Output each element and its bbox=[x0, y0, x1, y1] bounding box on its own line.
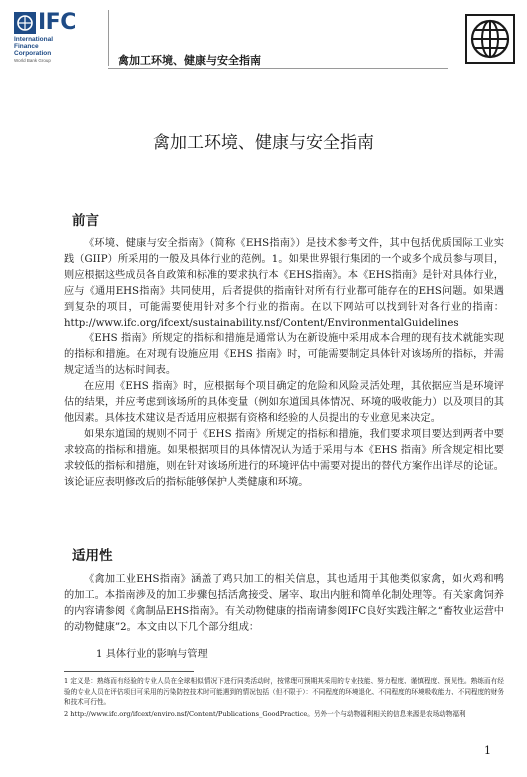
ifc-line-1: International bbox=[14, 36, 54, 43]
foreword-paragraph-3: 在应用《EHS 指南》时，应根据每个项目确定的危险和风险灵活处理，其依据应当是环境评估的结果，并应考虑到该场所的具体变量（例如东道国具体情况、环境的吸收能力）以及项目的其他因素。具体技术建议是否适用应根据有资格和经验的人员提出的专业意见来决定。 bbox=[64, 381, 504, 424]
applicability-heading: 适用性 bbox=[72, 548, 113, 564]
running-title: 禽加工环境、健康与安全指南 bbox=[118, 54, 261, 67]
footnote-1: 1 定义是：熟练而有经验的专业人员在全球相似情况下进行同类活动时，按常理可预期其采用的专业技能、努力程度、谨慎程度、预见性。熟练而有经验的专业人员在评估项目可采用的污染防控技术时可能遇到的情况包括（但不限于）：不同程度的环境退化、不同程度的环境吸收能力、不同程度的财务和技术可行性。 bbox=[64, 677, 504, 706]
page-header bbox=[0, 0, 527, 80]
world-bank-globe-icon bbox=[465, 14, 515, 64]
applicability-body bbox=[64, 572, 504, 636]
foreword-paragraph-2: 《EHS 指南》所规定的指标和措施是通常认为在新设施中采用成本合理的现有技术就能实现的指标和措施。在对现有设施应用《EHS 指南》时，可能需要制定具体针对该场所的指标，并需规定适当的达标时间表。 bbox=[64, 333, 504, 377]
footnotes bbox=[64, 676, 504, 720]
list-item: 1 具体行业的影响与管理 bbox=[96, 649, 208, 660]
ifc-fullname bbox=[14, 36, 53, 64]
foreword-body bbox=[64, 236, 504, 491]
header-vertical-rule bbox=[108, 10, 109, 66]
footnote-rule bbox=[64, 671, 194, 672]
ifc-line-2: Finance bbox=[14, 43, 39, 50]
foreword-paragraph-1: 《环境、健康与安全指南》（简称《EHS指南》）是技术参考文件，其中包括优质国际工业实践（GIIP）所采用的一般及具体行业的范例。1。如果世界银行集团的一个或多个成员参与项目，则应根据这些成员各自政策和标准的要求执行本《EHS指南》。本《EHS指南》是针对具体行业，应与《通用EHS指南》共同使用，后者提供的指南针对所有行业都可能存在的EHS问题。如果遇到复杂的项目，可能需要使用针对多个行业的指南。在以下网站可以找到针对各行业的指南：http://www.ifc.org/ifcext/sustainability.nsf/Content/EnvironmentalGuidelines bbox=[64, 238, 504, 329]
foreword-paragraph-4: 如果东道国的规则不同于《EHS 指南》所规定的指标和措施，我们要求项目要达到两者中要求较高的指标和措施。如果根据项目的具体情况认为适于采用与本《EHS 指南》所含规定相比要求较低的指标和措施，则在针对该场所进行的环境评估中需要对提出的替代方案作出详尽的论证。该论证应表明修改后的指标能够保护人类健康和环境。 bbox=[64, 428, 504, 488]
ifc-group-line: World Bank Group bbox=[14, 58, 51, 63]
ifc-logo bbox=[14, 12, 104, 67]
foreword-heading: 前言 bbox=[72, 213, 99, 229]
document-title: 禽加工环境、健康与安全指南 bbox=[153, 133, 374, 153]
ifc-wordmark: IFC bbox=[38, 10, 76, 35]
ifc-line-3: Corporation bbox=[14, 50, 52, 57]
ifc-logo-icon bbox=[14, 12, 36, 34]
footnote-2: 2 http://www.ifc.org/ifcext/enviro.nsf/Content/Publications_GoodPractice。另外一个与动物福利相关的信息来源是农场动物福利 bbox=[64, 709, 466, 718]
header-horizontal-rule bbox=[108, 68, 448, 69]
page-number: 1 bbox=[484, 744, 491, 757]
applicability-paragraph-1: 《禽加工业EHS指南》涵盖了鸡只加工的相关信息，其也适用于其他类似家禽，如火鸡和鸭的加工。本指南涉及的加工步骤包括活禽接受、屠宰、取出内脏和简单化制处理等。有关家禽饲养的内容请参阅《禽制品EHS指南》。有关动物健康的指南请参阅IFC良好实践注解之“畜牧业运营中的动物健康”2。本文由以下几个部分组成： bbox=[64, 574, 504, 633]
